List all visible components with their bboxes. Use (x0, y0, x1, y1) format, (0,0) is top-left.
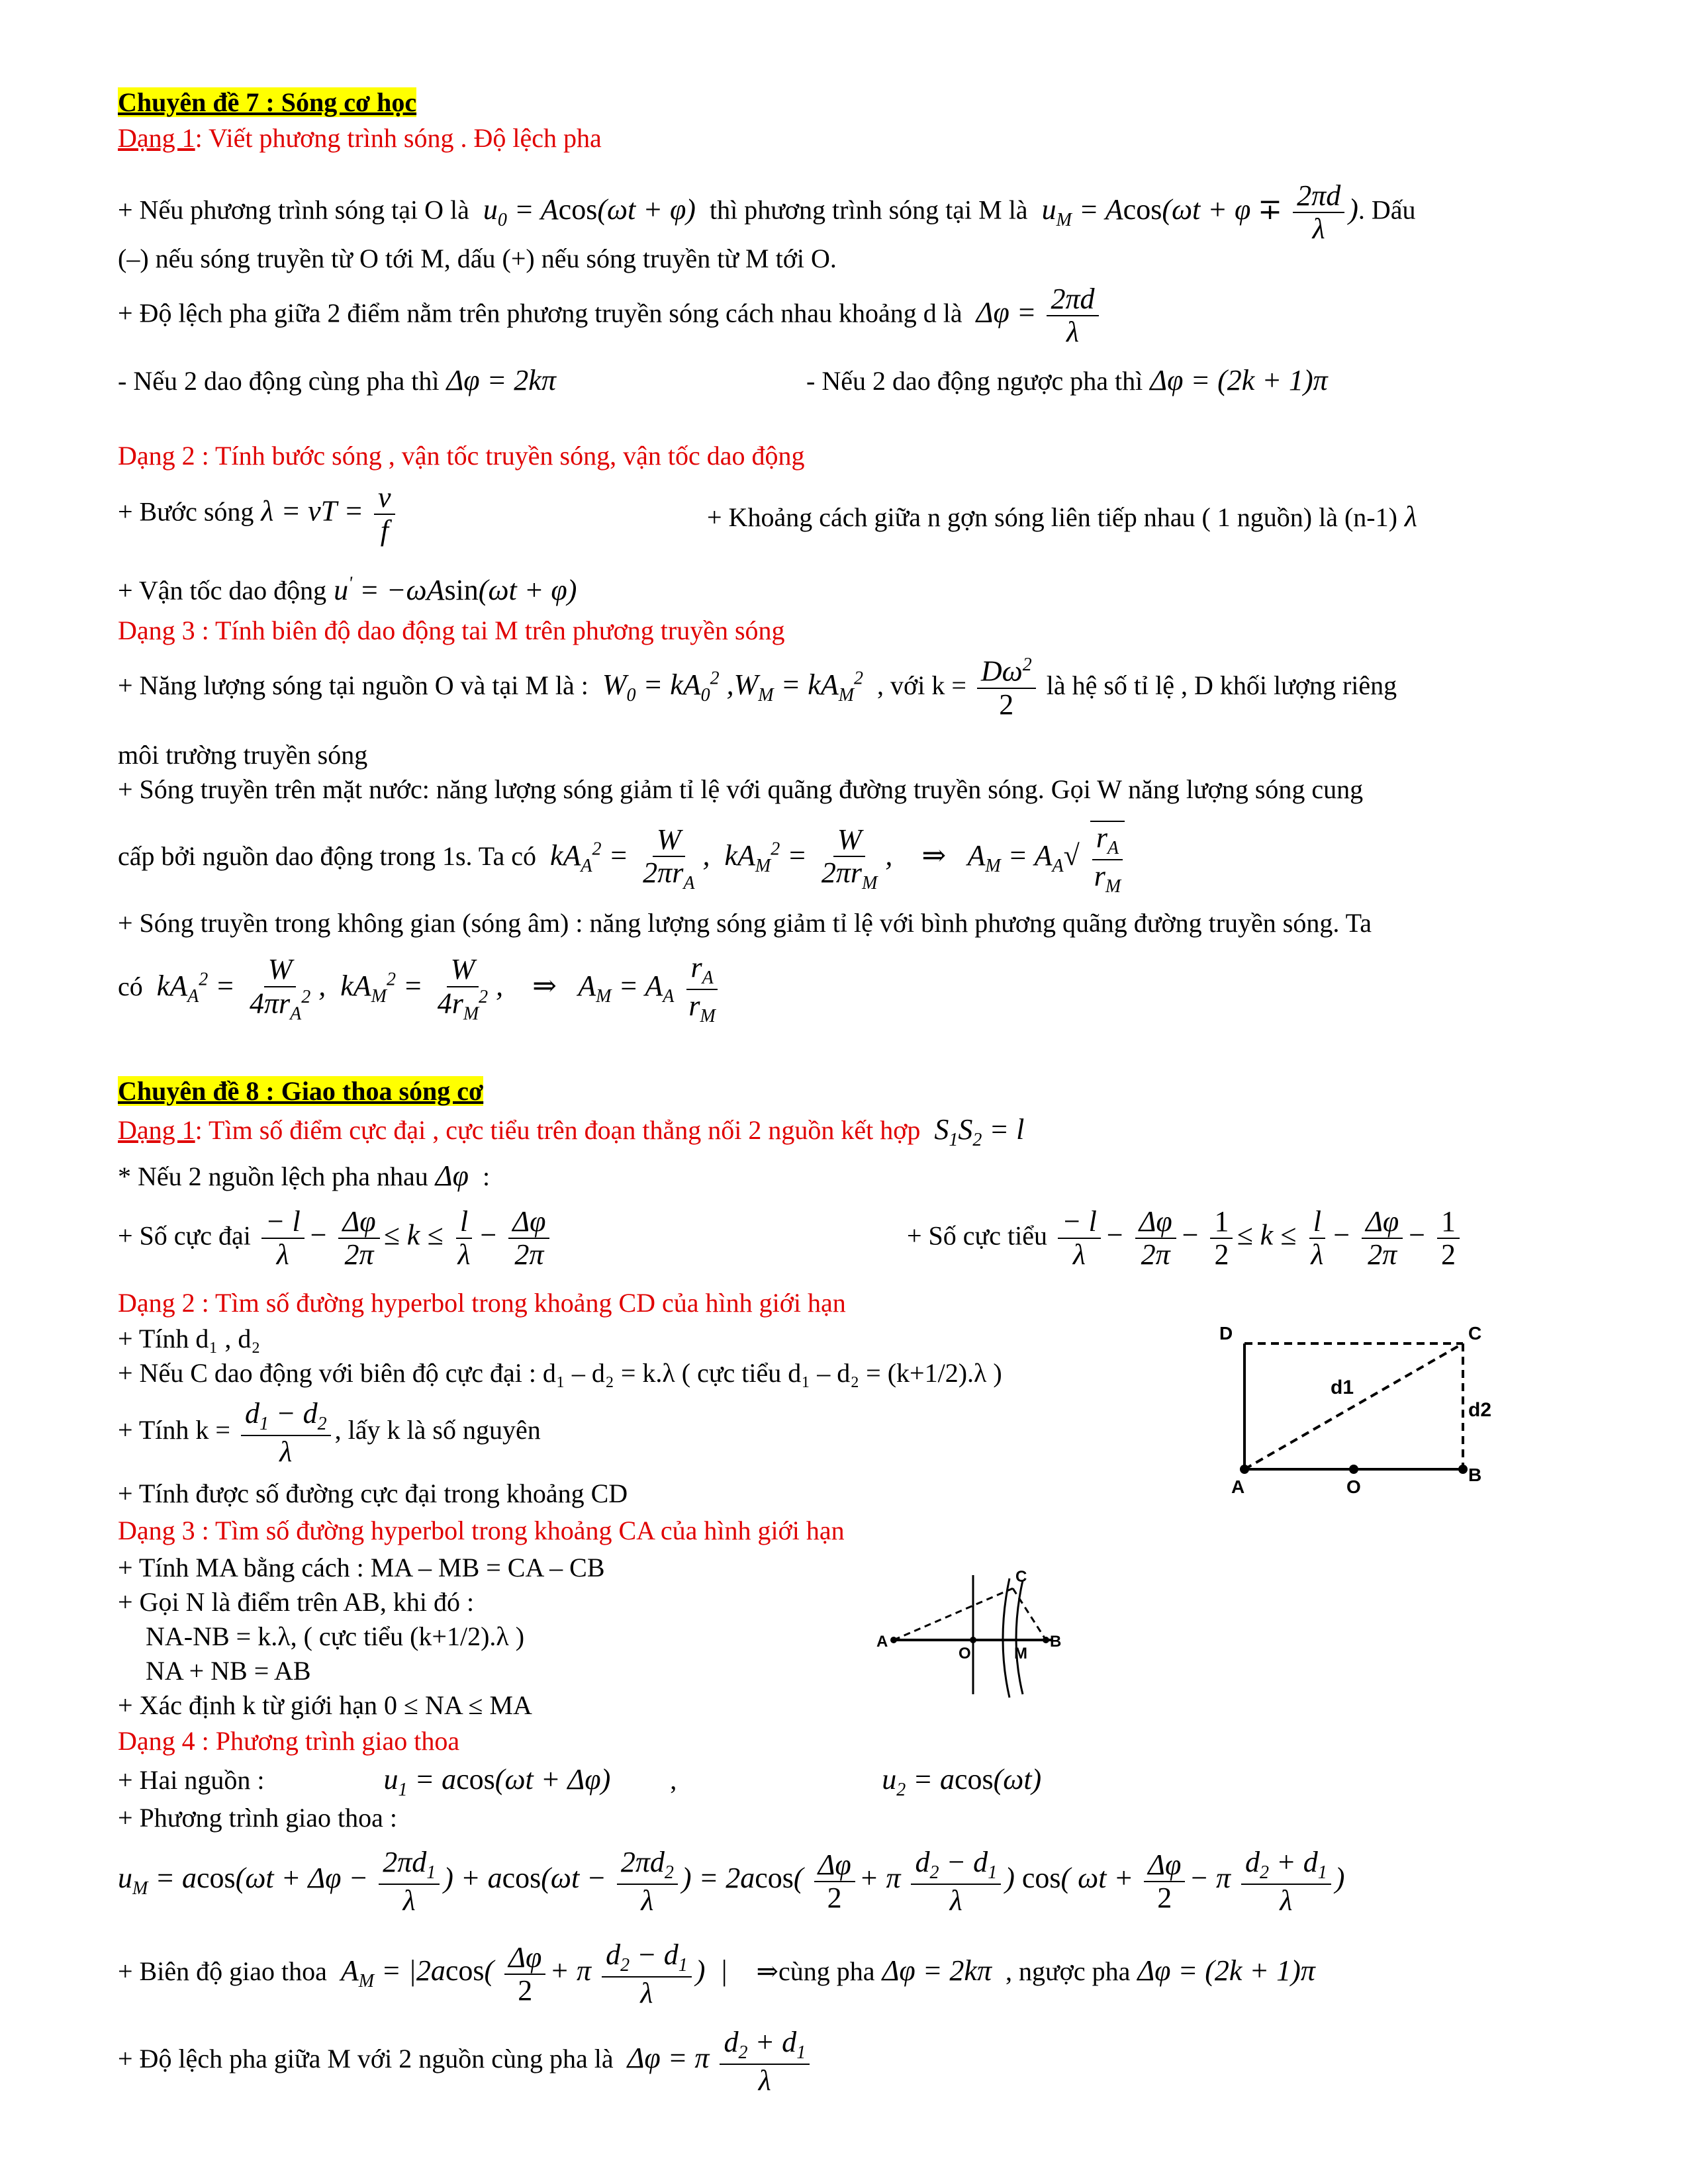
ch8-line10: NA + NB = AB (146, 1656, 311, 1686)
fig1-label-O: O (1346, 1477, 1361, 1496)
chapter7-title: Chuyên đề 7 : Sóng cơ học (118, 87, 417, 117)
ch8-line1: * Nếu 2 nguồn lệch pha nhau Δφ : (118, 1160, 491, 1192)
ch7-line5a: + Bước sóng λ = vT = $\frac{v}{f}$ (118, 482, 399, 547)
ch8-line3: + Tính d₁ , d₂ (118, 1324, 261, 1353)
ch8-interference-equation: $u_M = acos(\omega t + \Delta\varphi$ − $\frac{2\pi d_1}{\lambda}$ ) + acos(ωt − $\frac{2\pi d_2}{\lambda}$ ) = 2acos( $\frac{\Delta\varphi}{2}$ + π $\frac{d_2 - d_1}{\lambda}$ ) cos( ωt + $\frac{\Delta\varphi}{2}$ − π $\frac{d_2 + d_1}{\lambda}$ ) (118, 1846, 1345, 1917)
fig2-label-M: M (1014, 1645, 1027, 1662)
fig1-label-d1: d1 (1331, 1377, 1354, 1398)
ch8-line15: + Độ lệch pha giữa M với 2 nguồn cùng pha là Δφ = π $\frac{d_2 + d_1}{\lambda}$ (118, 2026, 814, 2097)
ch8-dang1-heading: Dạng 1: Tìm số điểm cực đại , cực tiểu trên đoạn thẳng nối 2 nguồn kết hợp $S_1S_2 = l$ (118, 1113, 1025, 1150)
fig1-label-C: C (1468, 1323, 1482, 1343)
ch7-line2: (–) nếu sóng truyền từ O tới M, dấu (+) nếu sóng truyền từ M tới O. (118, 244, 837, 273)
ch7-line10: cấp bởi nguồn dao động trong 1s. Ta có $kA_A^2$ = $\frac{W}{2\pi r_A}$ , $kA_M^2$ = $\frac{W}{2\pi r_M}$ , ⇒ $A_M = A_A√$ $\frac{r_A}{r_M}$ (118, 821, 1129, 897)
fig1-label-D: D (1219, 1323, 1233, 1343)
fig2-label-B: B (1050, 1633, 1062, 1651)
ch7-line12: có $kA_A^2$ = $\frac{W}{4\pi r_A^2}$ , $kA_M^2$ = $\frac{W}{4r_M^2}$ , ⇒ $A_M = A_A$ $\frac{r_A}{r_M}$ (118, 952, 724, 1026)
ch8-line9: NA-NB = k.λ, ( cực tiểu (k+1/2).λ ) (146, 1621, 525, 1651)
ch7-line9: + Sóng truyền trên mặt nước: năng lượng sóng giảm tỉ lệ với quãng đường truyền sóng. Gọi W năng lượng sóng cung (118, 774, 1364, 804)
ch8-line14: + Biên độ giao thoa $A_M = |2acos$( $\frac{\Delta\varphi}{2}$ + π $\frac{d_2 - d_1}{\lambda}$ ) | ⇒cùng pha Δφ = 2kπ , ngược pha Δφ = (2k + 1)π (118, 1938, 1315, 2009)
ch8-line13: + Phương trình giao thoa : (118, 1803, 398, 1833)
ch8-line7: + Tính MA bằng cách : MA – MB = CA – CB (118, 1553, 605, 1582)
ch7-line7: + Năng lượng sóng tại nguồn O và tại M là : $W_0 = kA_0^2$ $,W_M = kA_M^2$ , với k = $\frac{D\omega^2}{2}$ là hệ số tỉ lệ , D khối lượng riêng (118, 655, 1397, 721)
ch8-line12: + Hai nguồn : $u_1 = acos(\omega t + \Delta\varphi)$ , $u_2 = acos(\omega t)$ (118, 1763, 1042, 1800)
fig1-label-d2: d2 (1468, 1399, 1492, 1421)
fig2-label-C: C (1015, 1568, 1027, 1586)
fig1-label-B: B (1468, 1465, 1482, 1485)
ch7-dang3-heading: Dạng 3 : Tính biên độ dao động tai M trên phương truyền sóng (118, 615, 785, 645)
ch8-line6: + Tính được số đường cực đại trong khoảng CD (118, 1479, 628, 1508)
ch7-line4a: - Nếu 2 dao động cùng pha thì Δφ = 2kπ (118, 364, 556, 396)
ch7-dang1-heading: Dạng 1: Viết phương trình sóng . Độ lệch pha (118, 123, 602, 153)
ch7-line11: + Sóng truyền trong không gian (sóng âm) : năng lượng sóng giảm tỉ lệ với bình phương quãng đường truyền sóng. Ta (118, 908, 1372, 938)
fig2-label-A: A (876, 1633, 888, 1651)
ch8-line11: + Xác định k từ giới hạn 0 ≤ NA ≤ MA (118, 1690, 532, 1720)
ch8-line8: + Gọi N là điểm trên AB, khi đó : (118, 1587, 475, 1617)
fig1-label-A: A (1231, 1477, 1245, 1496)
ch7-line8: môi trường truyền sóng (118, 740, 368, 770)
ch7-line4b: - Nếu 2 dao động ngược pha thì Δφ = (2k + 1)π (806, 364, 1328, 396)
ch7-line3: + Độ lệch pha giữa 2 điểm nằm trên phương truyền sóng cách nhau khoảng d là Δφ = $\frac{2\pi d}{\lambda}$ (118, 283, 1103, 349)
ch7-dang2-heading: Dạng 2 : Tính bước sóng , vận tốc truyền sóng, vận tốc dao động (118, 441, 805, 471)
chapter8-title: Chuyên đề 8 : Giao thoa sóng cơ (118, 1076, 484, 1106)
ch8-line2a: + Số cực đại $\frac{- l}{\lambda}$ − $\frac{\Delta\varphi}{2\pi}$ ≤ k ≤ $\frac{l}{\lambda}$ − $\frac{\Delta\varphi}{2\pi}$ (118, 1206, 553, 1271)
figure-rectangle-abcd (1205, 1317, 1496, 1496)
ch8-line4: + Nếu C dao động với biên độ cực đại : d₁ – d₂ = k.λ ( cực tiểu d₁ – d₂ = (k+1/2).λ ) (118, 1358, 1002, 1388)
ch8-dang3-heading: Dạng 3 : Tìm số đường hyperbol trong khoảng CA của hình giới hạn (118, 1516, 845, 1545)
fig2-label-O: O (959, 1645, 971, 1662)
ch7-line6: + Vận tốc dao động u' = −ωAsin(ωt + φ) (118, 573, 577, 606)
ch8-dang4-heading: Dạng 4 : Phương trình giao thoa (118, 1726, 460, 1756)
ch8-line2b: + Số cực tiểu $\frac{- l}{\lambda}$ − $\frac{\Delta\varphi}{2\pi}$ − $\frac{1}{2}$ ≤ k ≤ $\frac{l}{\lambda}$ − $\frac{\Delta\varphi}{2\pi}$ − $\frac{1}{2}$ (907, 1206, 1464, 1271)
ch7-line5b: + Khoảng cách giữa n gợn sóng liên tiếp nhau ( 1 nguồn) là (n-1) λ (707, 500, 1417, 533)
ch8-dang2-heading: Dạng 2 : Tìm số đường hyperbol trong khoảng CD của hình giới hạn (118, 1288, 846, 1318)
ch8-line5: + Tính k = $\frac{d_1 - d_2}{\lambda}$ , lấy k là số nguyên (118, 1397, 541, 1468)
ch7-line1: + Nếu phương trình sóng tại O là $u_0 = Acos(\omega t + \varphi)$ thì phương trình sóng tại M là $u_M = Acos(\omega t + \varphi$ ∓ $\frac{2\pi d}{\lambda}$ ). Dấu (118, 179, 1416, 246)
figure-hyperbola-ca (874, 1562, 1072, 1701)
